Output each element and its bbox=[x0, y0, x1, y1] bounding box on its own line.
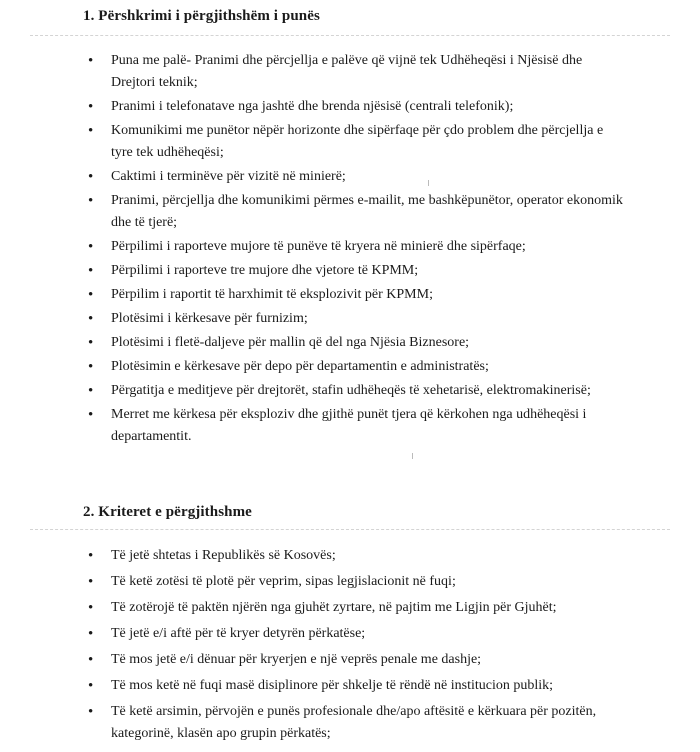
list-item bbox=[0, 50, 700, 94]
bullet-icon: • bbox=[88, 383, 94, 399]
list-item bbox=[0, 166, 700, 188]
list-item-text: Plotësimi i fletë-daljeve për mallin që del nga Njësia Biznesore; bbox=[111, 335, 470, 350]
bullet-icon: • bbox=[88, 600, 94, 616]
list-item-text: Përpilim i raportit të harxhimit të eksplozivit për KPMM; bbox=[111, 287, 433, 302]
list-item bbox=[0, 356, 700, 378]
bullet-icon: • bbox=[88, 626, 94, 642]
list-item bbox=[0, 649, 700, 671]
list-item bbox=[0, 404, 700, 448]
bullet-icon: • bbox=[88, 704, 94, 720]
list-item-text: Komunikimi me punëtor nëpër horizonte dhe sipërfaqe për çdo problem dhe përcjellja e tyre tek udhëheqësi; bbox=[111, 123, 604, 160]
bullet-icon: • bbox=[88, 193, 94, 209]
list-item-text: Përpilimi i raporteve tre mujore dhe vjetore të KPMM; bbox=[111, 263, 419, 278]
bullet-icon: • bbox=[88, 123, 94, 139]
list-item bbox=[0, 380, 700, 402]
bullet-icon: • bbox=[88, 287, 94, 303]
list-item-text: Të mos ketë në fuqi masë disiplinore për shkelje të rëndë në institucion publik; bbox=[111, 678, 554, 693]
list-item-text: Puna me palë- Pranimi dhe përcjellja e palëve që vijnë tek Udhëheqësi i Njësisë dhe Drejtori teknik; bbox=[111, 53, 583, 90]
list-item bbox=[0, 120, 700, 164]
list-item bbox=[0, 571, 700, 593]
list-item-text: Të ketë arsimin, përvojën e punës profesionale dhe/apo aftësitë e kërkuara për pozitën, kategorinë, klasën apo grupin përkatës; bbox=[111, 704, 597, 741]
scan-divider bbox=[30, 529, 670, 530]
list-item-text: Merret me kërkesa për eksploziv dhe gjithë punët tjera që kërkohen nga udhëheqësi i departamentit. bbox=[111, 407, 587, 444]
bullet-icon: • bbox=[88, 678, 94, 694]
scan-speck bbox=[412, 453, 413, 459]
list-item bbox=[0, 190, 700, 234]
list-item-text: Caktimi i terminëve për vizitë në minierë; bbox=[111, 169, 346, 184]
list-item-text: Pranimi i telefonatave nga jashtë dhe brenda njësisë (centrali telefonik); bbox=[111, 99, 514, 114]
list-item bbox=[0, 332, 700, 354]
list-item bbox=[0, 284, 700, 306]
list-item-text: Plotësimin e kërkesave për depo për departamentin e administratës; bbox=[111, 359, 489, 374]
section-1-heading: 1. Përshkrimi i përgjithshëm i punës bbox=[83, 8, 320, 24]
bullet-icon: • bbox=[88, 574, 94, 590]
list-item-text: Plotësimi i kërkesave për furnizim; bbox=[111, 311, 308, 326]
bullet-icon: • bbox=[88, 99, 94, 115]
scan-speck bbox=[428, 180, 429, 186]
list-item bbox=[0, 260, 700, 282]
bullet-icon: • bbox=[88, 53, 94, 69]
list-item-text: Të ketë zotësi të plotë për veprim, sipas legjislacionit në fuqi; bbox=[111, 574, 456, 589]
bullet-icon: • bbox=[88, 263, 94, 279]
list-item bbox=[0, 623, 700, 645]
list-item-text: Të jetë shtetas i Republikës së Kosovës; bbox=[111, 548, 336, 563]
list-item-text: Të mos jetë e/i dënuar për kryerjen e një veprës penale me dashje; bbox=[111, 652, 482, 667]
list-item bbox=[0, 96, 700, 118]
bullet-icon: • bbox=[88, 335, 94, 351]
bullet-icon: • bbox=[88, 359, 94, 375]
section-2-heading: 2. Kriteret e përgjithshme bbox=[83, 504, 252, 520]
bullet-icon: • bbox=[88, 548, 94, 564]
bullet-icon: • bbox=[88, 652, 94, 668]
list-item-text: Pranimi, përcjellja dhe komunikimi përmes e-mailit, me bashkëpunëtor, operator ekonomik dhe të tjerë; bbox=[111, 193, 623, 230]
list-item bbox=[0, 236, 700, 258]
scan-divider bbox=[30, 35, 670, 36]
bullet-icon: • bbox=[88, 169, 94, 185]
list-item bbox=[0, 597, 700, 619]
list-item bbox=[0, 675, 700, 697]
bullet-icon: • bbox=[88, 407, 94, 423]
list-item bbox=[0, 308, 700, 330]
list-item-text: Të jetë e/i aftë për të kryer detyrën përkatëse; bbox=[111, 626, 366, 641]
list-item bbox=[0, 701, 700, 745]
general-criteria-list bbox=[0, 545, 700, 749]
list-item-text: Përgatitja e meditjeve për drejtorët, stafin udhëheqës të xehetarisë, elektromakinerisë; bbox=[111, 383, 591, 398]
general-duties-list bbox=[0, 50, 700, 450]
list-item bbox=[0, 545, 700, 567]
list-item-text: Përpilimi i raporteve mujore të punëve të kryera në minierë dhe sipërfaqe; bbox=[111, 239, 526, 254]
list-item-text: Të zotërojë të paktën njërën nga gjuhët zyrtare, në pajtim me Ligjin për Gjuhët; bbox=[111, 600, 557, 615]
bullet-icon: • bbox=[88, 311, 94, 327]
bullet-icon: • bbox=[88, 239, 94, 255]
